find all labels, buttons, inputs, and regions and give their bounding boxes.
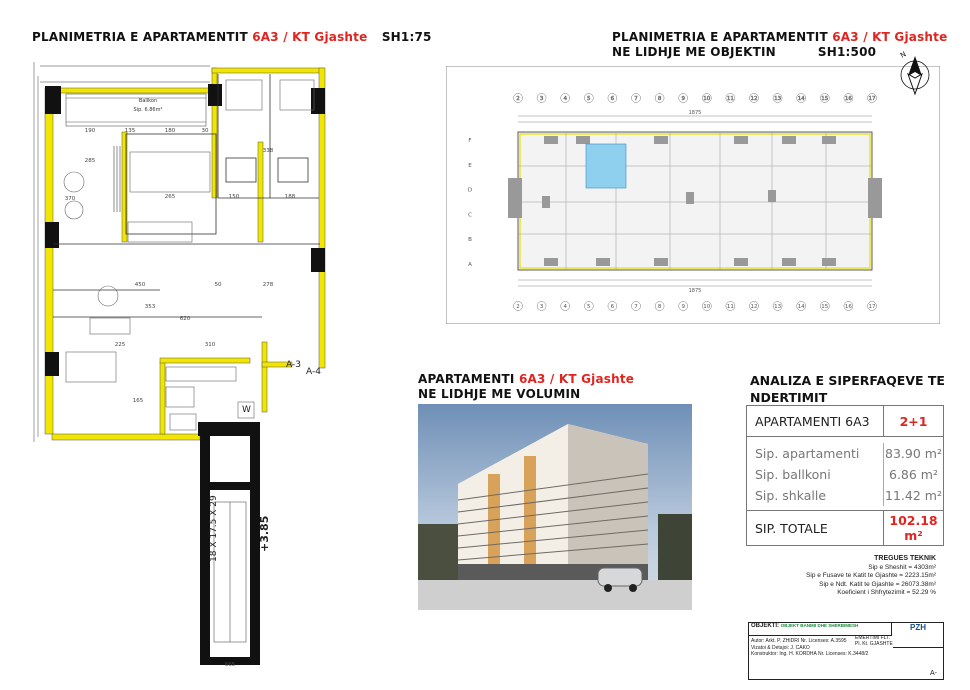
volume-title: APARTAMENTI 6A3 / KT Gjashte NE LIDHJE ME VOLUMIN bbox=[418, 372, 635, 401]
right-title: PLANIMETRIA E APARTAMENTIT 6A3 / KT Gjashte NE LIDHJE ME OBJEKTIN SH1:500 bbox=[612, 30, 948, 59]
overall-dimension-top: 1875 bbox=[688, 110, 702, 116]
table-row: Sip. ballkoni 6.86 m² bbox=[747, 464, 943, 485]
total-row: SIP. TOTALE 102.18 m² bbox=[747, 511, 943, 545]
apartment-type: 2+1 bbox=[899, 413, 928, 429]
dim: 180 bbox=[164, 128, 176, 134]
dim: 135 bbox=[124, 128, 136, 134]
dim: 370 bbox=[64, 196, 76, 202]
dim: 310 bbox=[204, 342, 216, 348]
level-mark: +3.85 bbox=[258, 515, 271, 552]
surface-analysis-heading: ANALIZA E SIPERFAQEVE TE NDERTIMIT bbox=[750, 373, 945, 405]
surface-analysis-table bbox=[746, 405, 944, 546]
overall-dimension-bottom: 1875 bbox=[688, 288, 702, 294]
axis-label: 17 bbox=[868, 96, 876, 102]
axis-label: 9 bbox=[681, 304, 685, 310]
axis-label: 8 bbox=[657, 96, 662, 102]
apartment-floorplan bbox=[30, 62, 350, 674]
dim: 150 bbox=[228, 194, 240, 200]
dim: 225 bbox=[114, 342, 126, 348]
apartment-name: APARTAMENTI 6A3 bbox=[747, 406, 884, 436]
dim: 285 bbox=[84, 158, 96, 164]
dim: 278 bbox=[262, 282, 274, 288]
axis-label: 17 bbox=[868, 304, 876, 310]
dim: 30 bbox=[201, 128, 209, 134]
dim: 188 bbox=[284, 194, 296, 200]
title-block: OBJEKTI: OBJEKT BANIMI DHE SHERBIMESH PZH Autor: Arkt. P. ZHIDRI Nr. Licenses: A.3595 Vizatoi & Detajoi: J. CAKO Konstruktor: Ing. H. KORDHA Nr. Licenses: K.3448/2 EMERTIMI FLT. Pl. Kt. GJASHTE A- bbox=[748, 622, 944, 680]
axis-label: 6 bbox=[610, 304, 615, 310]
axis-label: 5 bbox=[587, 304, 591, 310]
axis-label: 16 bbox=[844, 96, 852, 102]
axis-label: 12 bbox=[750, 96, 758, 102]
axis-label: 8 bbox=[657, 304, 662, 310]
axis-label: 3 bbox=[539, 96, 544, 102]
axis-letter: A bbox=[468, 262, 472, 268]
axis-label: 13 bbox=[774, 96, 782, 102]
axis-label: 2 bbox=[516, 96, 520, 102]
dim: 265 bbox=[164, 194, 176, 200]
axis-label: 7 bbox=[634, 304, 638, 310]
axis-letter: F bbox=[468, 138, 472, 144]
axis-label: 14 bbox=[797, 304, 805, 310]
axis-label: 15 bbox=[821, 96, 829, 102]
dim: 50 bbox=[214, 282, 222, 288]
axis-label: 2 bbox=[516, 304, 520, 310]
axis-letter: E bbox=[468, 162, 472, 169]
building-site-plan bbox=[446, 66, 940, 324]
axis-letter: C bbox=[468, 212, 472, 219]
axis-label: 7 bbox=[634, 96, 638, 102]
building-render-image bbox=[418, 404, 692, 610]
axis-label: 4 bbox=[563, 96, 567, 102]
axis-label: 6 bbox=[610, 96, 615, 102]
left-title: PLANIMETRIA E APARTAMENTIT 6A3 / KT Gjashte SH1:75 bbox=[32, 30, 432, 44]
axis-label: 3 bbox=[539, 304, 544, 310]
axis-letter: D bbox=[467, 187, 473, 194]
section-mark-a4: A-4 bbox=[306, 367, 321, 377]
dim: 450 bbox=[134, 282, 146, 288]
highlighted-apartment bbox=[586, 144, 626, 188]
svg-text:N: N bbox=[899, 50, 908, 60]
axis-label: 10 bbox=[703, 304, 711, 310]
dim: 190 bbox=[84, 128, 96, 134]
wc-label: W bbox=[242, 405, 251, 415]
axis-label: 10 bbox=[703, 96, 711, 102]
axis-label: 4 bbox=[563, 304, 567, 310]
axis-label: 11 bbox=[726, 304, 734, 310]
dim: 665 bbox=[224, 662, 236, 668]
north-arrow-icon bbox=[892, 50, 938, 100]
axis-label: 12 bbox=[750, 304, 758, 310]
balcony-area: Sip. 6.86m² bbox=[133, 107, 163, 113]
axis-letter: B bbox=[468, 237, 472, 244]
axis-label: 16 bbox=[844, 304, 852, 310]
section-mark-a3: A-3 bbox=[286, 360, 301, 370]
axis-label: 13 bbox=[774, 304, 782, 310]
company-logo: PZH bbox=[893, 623, 943, 648]
axis-label: 11 bbox=[726, 96, 734, 102]
table-row: Sip. apartamenti 83.90 m² bbox=[747, 443, 943, 464]
technical-indicators: TREGUES TEKNIK Sip e Sheshit = 4303m² Sip e Fusave te Katit te Gjashte = 2223.15m² Sip e Ndt. Katit te Gjashte = 26073.38m² Koeficient i Shfrytezimit = 52.29 % bbox=[806, 555, 936, 596]
axis-label: 5 bbox=[587, 96, 591, 102]
stair-dimension: 18 X 17.5 X 29 bbox=[209, 495, 219, 562]
dim: 620 bbox=[179, 316, 191, 322]
axis-label: 9 bbox=[681, 96, 685, 102]
dim: 338 bbox=[262, 148, 274, 154]
balcony-label: Ballkon bbox=[138, 98, 158, 104]
axis-label: 14 bbox=[797, 96, 805, 102]
table-row: Sip. shkalle 11.42 m² bbox=[747, 485, 943, 506]
dim: 165 bbox=[132, 398, 144, 404]
dim: 353 bbox=[144, 304, 156, 310]
axis-label: 15 bbox=[821, 304, 829, 310]
